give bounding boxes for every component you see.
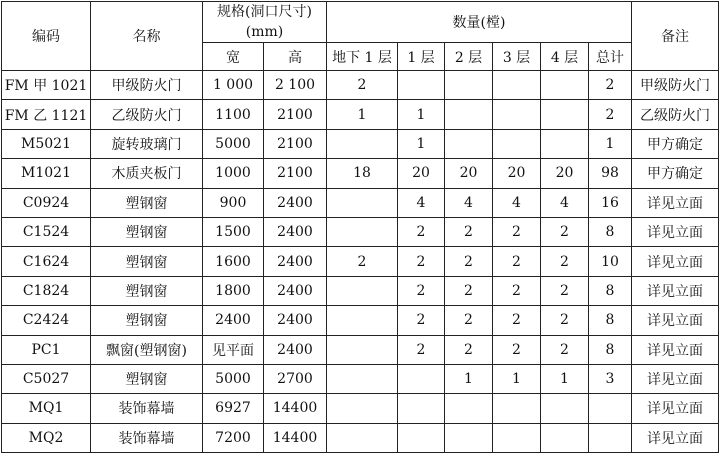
- header-floor-b1: 地下 1 层: [327, 43, 398, 71]
- table-cell: 4: [541, 188, 589, 217]
- table-cell: 2100: [264, 159, 327, 188]
- table-cell: FM 乙 1121: [2, 100, 91, 129]
- header-quantity: 数量(樘): [327, 2, 632, 43]
- table-cell: 1 000: [203, 71, 264, 100]
- table-cell: 7200: [203, 423, 264, 452]
- table-cell: 详见立面: [632, 306, 719, 335]
- table-cell: 2: [398, 247, 445, 276]
- table-cell: [327, 276, 398, 305]
- table-cell: 塑钢窗: [91, 247, 203, 276]
- table-cell: [493, 394, 541, 423]
- table-cell: C1824: [2, 276, 91, 305]
- header-floor-1: 1 层: [398, 43, 445, 71]
- table-cell: MQ1: [2, 394, 91, 423]
- table-row: [2, 217, 719, 246]
- table-row: [2, 100, 719, 129]
- header-remark: 备注: [632, 2, 719, 71]
- table-cell: 3: [589, 364, 632, 393]
- table-cell: [541, 100, 589, 129]
- table-cell: [398, 71, 445, 100]
- table-row: [2, 129, 719, 158]
- table-cell: 2: [398, 306, 445, 335]
- table-cell: 2400: [264, 217, 327, 246]
- table-cell: 2: [589, 100, 632, 129]
- table-cell: 详见立面: [632, 423, 719, 452]
- table-cell: 900: [203, 188, 264, 217]
- table-cell: 14400: [264, 394, 327, 423]
- table-cell: 1: [445, 364, 493, 393]
- table-cell: 2400: [264, 306, 327, 335]
- table-cell: [327, 129, 398, 158]
- table-cell: [445, 394, 493, 423]
- table-cell: [541, 423, 589, 452]
- table-row: [2, 247, 719, 276]
- table-cell: 1: [398, 129, 445, 158]
- table-cell: 2 100: [264, 71, 327, 100]
- table-cell: 4: [493, 188, 541, 217]
- table-cell: 98: [589, 159, 632, 188]
- header-floor-2: 2 层: [445, 43, 493, 71]
- table-cell: 装饰幕墙: [91, 423, 203, 452]
- door-window-schedule-table: [1, 1, 719, 453]
- table-cell: 2400: [203, 306, 264, 335]
- table-cell: 乙级防火门: [632, 100, 719, 129]
- table-cell: 14400: [264, 423, 327, 452]
- header-height: 高: [264, 43, 327, 71]
- table-cell: 2400: [264, 335, 327, 364]
- table-cell: [327, 364, 398, 393]
- table-cell: 2: [398, 335, 445, 364]
- table-cell: 2: [327, 71, 398, 100]
- table-cell: 2: [493, 217, 541, 246]
- table-cell: FM 甲 1021: [2, 71, 91, 100]
- table-cell: [541, 129, 589, 158]
- table-cell: 2400: [264, 247, 327, 276]
- table-cell: 2400: [264, 276, 327, 305]
- table-row: [2, 394, 719, 423]
- table-row: [2, 423, 719, 452]
- table-cell: 20: [493, 159, 541, 188]
- table-cell: 2: [398, 276, 445, 305]
- table-cell: 1600: [203, 247, 264, 276]
- table-cell: 18: [327, 159, 398, 188]
- table-cell: 5000: [203, 364, 264, 393]
- table-cell: 详见立面: [632, 247, 719, 276]
- table-cell: M1021: [2, 159, 91, 188]
- table-cell: 装饰幕墙: [91, 394, 203, 423]
- table-cell: C1624: [2, 247, 91, 276]
- header-code: 编码: [2, 2, 91, 71]
- header-spec-unit: (mm): [245, 24, 284, 40]
- table-cell: 1000: [203, 159, 264, 188]
- table-cell: 2: [541, 217, 589, 246]
- table-cell: [327, 335, 398, 364]
- table-cell: 木质夹板门: [91, 159, 203, 188]
- table-body: [2, 71, 719, 453]
- table-cell: 塑钢窗: [91, 217, 203, 246]
- table-cell: 8: [589, 335, 632, 364]
- table-cell: 2: [541, 247, 589, 276]
- table-cell: [327, 188, 398, 217]
- table-cell: 飘窗(塑钢窗): [91, 335, 203, 364]
- table-cell: 2: [445, 276, 493, 305]
- header-spec: [203, 2, 327, 43]
- header-floor-4: 4 层: [541, 43, 589, 71]
- table-cell: [541, 394, 589, 423]
- table-cell: 1: [493, 364, 541, 393]
- table-cell: [445, 71, 493, 100]
- table-cell: [327, 217, 398, 246]
- table-cell: 1: [398, 100, 445, 129]
- table-cell: 甲级防火门: [91, 71, 203, 100]
- table-cell: 1: [327, 100, 398, 129]
- table-cell: 详见立面: [632, 217, 719, 246]
- table-cell: [493, 71, 541, 100]
- table-cell: 2: [327, 247, 398, 276]
- table-cell: 详见立面: [632, 394, 719, 423]
- table-cell: [398, 423, 445, 452]
- table-row: [2, 71, 719, 100]
- table-cell: 2: [541, 276, 589, 305]
- table-cell: 塑钢窗: [91, 306, 203, 335]
- table-cell: [589, 423, 632, 452]
- table-cell: 乙级防火门: [91, 100, 203, 129]
- table-cell: [398, 364, 445, 393]
- table-cell: 塑钢窗: [91, 188, 203, 217]
- table-row: [2, 335, 719, 364]
- table-cell: 20: [445, 159, 493, 188]
- table-cell: [398, 394, 445, 423]
- header-floor-3: 3 层: [493, 43, 541, 71]
- table-cell: 4: [398, 188, 445, 217]
- table-cell: [541, 71, 589, 100]
- table-cell: 2: [445, 306, 493, 335]
- table-cell: 8: [589, 276, 632, 305]
- table-cell: 2: [398, 217, 445, 246]
- table-cell: 16: [589, 188, 632, 217]
- table-cell: 2: [445, 217, 493, 246]
- table-cell: 2700: [264, 364, 327, 393]
- table-cell: 2100: [264, 100, 327, 129]
- table-cell: 1100: [203, 100, 264, 129]
- table-cell: 2: [493, 276, 541, 305]
- table-cell: 10: [589, 247, 632, 276]
- table-cell: 2100: [264, 129, 327, 158]
- table-cell: M5021: [2, 129, 91, 158]
- table-cell: 1: [589, 129, 632, 158]
- table-cell: [493, 100, 541, 129]
- table-cell: [589, 394, 632, 423]
- table-cell: 1: [541, 364, 589, 393]
- table-cell: 甲方确定: [632, 129, 719, 158]
- table-cell: C2424: [2, 306, 91, 335]
- table-cell: 2: [445, 247, 493, 276]
- table-cell: [327, 423, 398, 452]
- table-cell: 1800: [203, 276, 264, 305]
- table-cell: 8: [589, 306, 632, 335]
- table-cell: [493, 129, 541, 158]
- table-cell: 详见立面: [632, 364, 719, 393]
- table-cell: 旋转玻璃门: [91, 129, 203, 158]
- table-cell: [445, 129, 493, 158]
- header-name: 名称: [91, 2, 203, 71]
- table-cell: 甲级防火门: [632, 71, 719, 100]
- table-cell: 20: [541, 159, 589, 188]
- table-cell: 2: [493, 306, 541, 335]
- table-cell: 20: [398, 159, 445, 188]
- table-cell: C0924: [2, 188, 91, 217]
- table-cell: 见平面: [203, 335, 264, 364]
- table-cell: 2400: [264, 188, 327, 217]
- table-row: [2, 276, 719, 305]
- table-cell: [445, 100, 493, 129]
- table-cell: 2: [589, 71, 632, 100]
- table-cell: 2: [541, 306, 589, 335]
- table-cell: 2: [445, 335, 493, 364]
- header-width: 宽: [203, 43, 264, 71]
- table-cell: [493, 423, 541, 452]
- table-cell: 详见立面: [632, 188, 719, 217]
- table-cell: 6927: [203, 394, 264, 423]
- table-row: [2, 306, 719, 335]
- table-cell: [327, 306, 398, 335]
- table-cell: 5000: [203, 129, 264, 158]
- header-spec-title: 规格(洞口尺寸): [217, 4, 312, 20]
- table-cell: 8: [589, 217, 632, 246]
- table-cell: 塑钢窗: [91, 276, 203, 305]
- table-row: [2, 188, 719, 217]
- table-cell: C5027: [2, 364, 91, 393]
- table-cell: MQ2: [2, 423, 91, 452]
- table-cell: [445, 423, 493, 452]
- table-row: [2, 364, 719, 393]
- table-cell: 塑钢窗: [91, 364, 203, 393]
- table-cell: C1524: [2, 217, 91, 246]
- table-cell: 2: [493, 247, 541, 276]
- table-cell: [327, 394, 398, 423]
- table-cell: 详见立面: [632, 276, 719, 305]
- header-total: 总计: [589, 43, 632, 71]
- table-row: [2, 159, 719, 188]
- table-cell: 2: [493, 335, 541, 364]
- table-cell: PC1: [2, 335, 91, 364]
- table-cell: 4: [445, 188, 493, 217]
- table-cell: 1500: [203, 217, 264, 246]
- table-cell: 甲方确定: [632, 159, 719, 188]
- table-cell: 详见立面: [632, 335, 719, 364]
- table-cell: 2: [541, 335, 589, 364]
